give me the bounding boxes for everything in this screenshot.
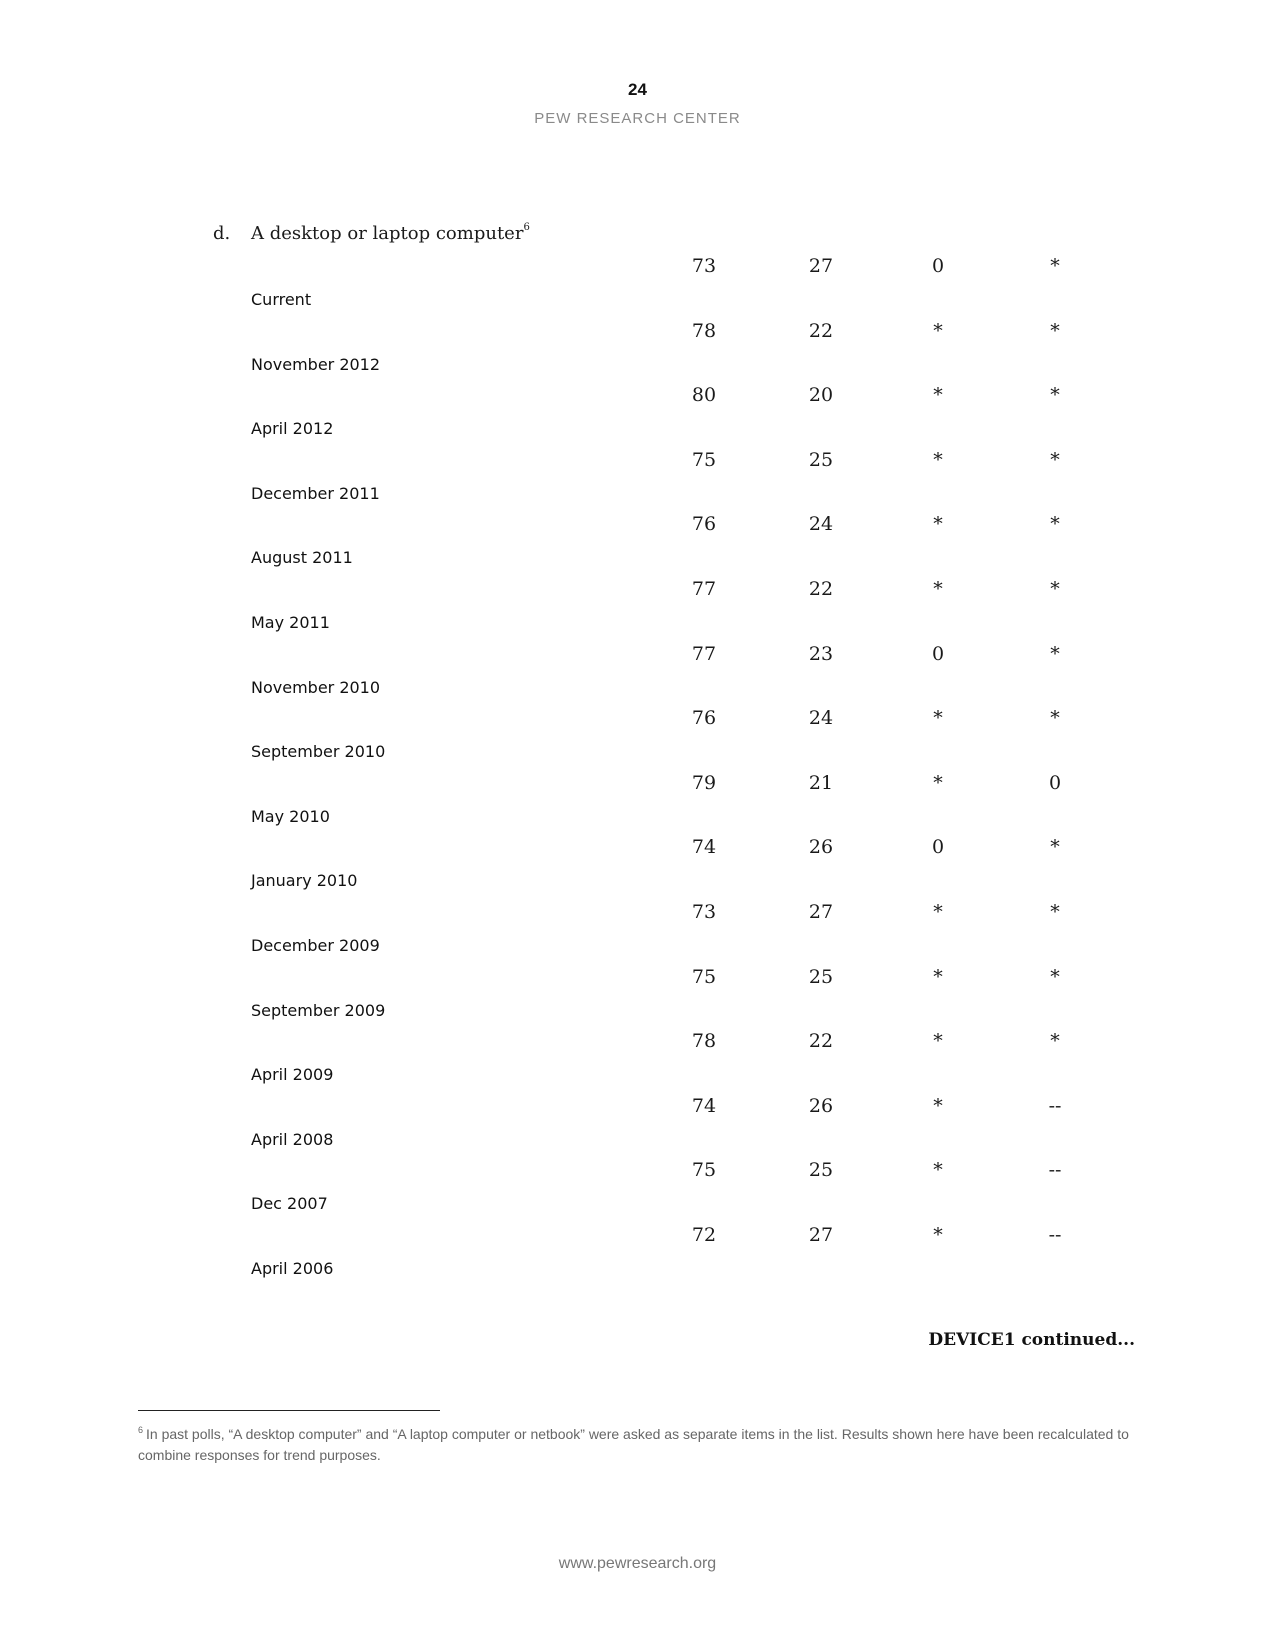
cell-value: 78 xyxy=(691,320,717,342)
question-heading xyxy=(213,222,530,244)
cell-value: * xyxy=(933,449,943,471)
row-label: December 2011 xyxy=(251,484,380,503)
row-label: November 2012 xyxy=(251,355,381,374)
cell-value: 21 xyxy=(808,772,834,794)
table-row xyxy=(0,578,1275,645)
row-label: Dec 2007 xyxy=(251,1194,328,1213)
table-row xyxy=(0,707,1275,774)
table-row xyxy=(0,449,1275,516)
table-row xyxy=(0,320,1275,387)
cell-value: 80 xyxy=(691,384,717,406)
cell-value: 24 xyxy=(808,707,834,729)
cell-value: * xyxy=(1050,901,1060,923)
cell-value: * xyxy=(933,1030,943,1052)
cell-value: * xyxy=(1050,1030,1060,1052)
row-label: April 2012 xyxy=(251,419,334,438)
cell-value: * xyxy=(933,1224,943,1246)
cell-value: * xyxy=(1050,707,1060,729)
cell-value: 27 xyxy=(808,901,834,923)
cell-value: 0 xyxy=(931,836,945,858)
footnote-text: In past polls, “A desktop computer” and “A laptop computer or netbook” were asked as separate items in the list. Results shown here have been recalculated to combine responses for trend purposes. xyxy=(138,1426,1129,1463)
cell-value: 74 xyxy=(691,836,717,858)
cell-value: * xyxy=(1050,836,1060,858)
table-row xyxy=(0,1224,1275,1291)
row-label: August 2011 xyxy=(251,548,353,567)
table-row xyxy=(0,255,1275,322)
footnote-reference: 6 xyxy=(523,222,530,233)
cell-value: 0 xyxy=(931,643,945,665)
cell-value: 78 xyxy=(691,1030,717,1052)
continued-note: DEVICE1 continued... xyxy=(928,1330,1135,1350)
table-row xyxy=(0,772,1275,839)
cell-value: * xyxy=(933,513,943,535)
cell-value: * xyxy=(933,707,943,729)
row-label: September 2010 xyxy=(251,742,386,761)
cell-value: 77 xyxy=(691,643,717,665)
cell-value: * xyxy=(933,772,943,794)
row-label: September 2009 xyxy=(251,1001,386,1020)
cell-value: 75 xyxy=(691,966,717,988)
cell-value: 22 xyxy=(808,578,834,600)
table-row xyxy=(0,901,1275,968)
cell-value: * xyxy=(1050,449,1060,471)
page-number: 24 xyxy=(628,80,647,99)
table-row xyxy=(0,836,1275,903)
cell-value: 25 xyxy=(808,966,834,988)
table-row xyxy=(0,1159,1275,1226)
cell-value: -- xyxy=(1048,1095,1062,1117)
cell-value: * xyxy=(933,1095,943,1117)
cell-value: 20 xyxy=(808,384,834,406)
cell-value: 75 xyxy=(691,1159,717,1181)
cell-value: 76 xyxy=(691,707,717,729)
cell-value: -- xyxy=(1048,1224,1062,1246)
row-label: May 2011 xyxy=(251,613,330,632)
cell-value: 23 xyxy=(808,643,834,665)
cell-value: 26 xyxy=(808,836,834,858)
table-row xyxy=(0,1095,1275,1162)
cell-value: 72 xyxy=(691,1224,717,1246)
cell-value: 27 xyxy=(808,255,834,277)
table-row xyxy=(0,643,1275,710)
cell-value: * xyxy=(1050,643,1060,665)
row-label: April 2006 xyxy=(251,1259,334,1278)
table-row xyxy=(0,966,1275,1033)
cell-value: 22 xyxy=(808,1030,834,1052)
table-row xyxy=(0,384,1275,451)
cell-value: 73 xyxy=(691,255,717,277)
cell-value: 75 xyxy=(691,449,717,471)
cell-value: 24 xyxy=(808,513,834,535)
cell-value: 25 xyxy=(808,1159,834,1181)
cell-value: * xyxy=(1050,513,1060,535)
cell-value: 26 xyxy=(808,1095,834,1117)
question-text: A desktop or laptop computer xyxy=(251,223,524,244)
cell-value: * xyxy=(933,384,943,406)
table-row xyxy=(0,513,1275,580)
cell-value: -- xyxy=(1048,1159,1062,1181)
cell-value: 0 xyxy=(1048,772,1062,794)
question-letter: d. xyxy=(213,223,231,244)
row-label: April 2008 xyxy=(251,1130,334,1149)
cell-value: * xyxy=(1050,578,1060,600)
cell-value: 77 xyxy=(691,578,717,600)
row-label: November 2010 xyxy=(251,678,381,697)
row-label: Current xyxy=(251,290,312,309)
cell-value: 22 xyxy=(808,320,834,342)
footnote xyxy=(138,1420,1138,1466)
cell-value: 74 xyxy=(691,1095,717,1117)
cell-value: 76 xyxy=(691,513,717,535)
table-row xyxy=(0,1030,1275,1097)
cell-value: * xyxy=(1050,255,1060,277)
footnote-divider xyxy=(138,1410,440,1411)
cell-value: * xyxy=(933,578,943,600)
cell-value: 79 xyxy=(691,772,717,794)
cell-value: * xyxy=(933,1159,943,1181)
cell-value: 73 xyxy=(691,901,717,923)
cell-value: * xyxy=(933,966,943,988)
cell-value: * xyxy=(1050,966,1060,988)
cell-value: 27 xyxy=(808,1224,834,1246)
cell-value: 0 xyxy=(931,255,945,277)
cell-value: * xyxy=(933,320,943,342)
footer-website: www.pewresearch.org xyxy=(558,1555,717,1572)
cell-value: * xyxy=(1050,384,1060,406)
footnote-number: 6 xyxy=(138,1425,144,1435)
row-label: April 2009 xyxy=(251,1065,334,1084)
row-label: December 2009 xyxy=(251,936,380,955)
cell-value: * xyxy=(933,901,943,923)
row-label: January 2010 xyxy=(251,871,358,890)
row-label: May 2010 xyxy=(251,807,330,826)
organization-name: PEW RESEARCH CENTER xyxy=(534,110,741,127)
cell-value: * xyxy=(1050,320,1060,342)
cell-value: 25 xyxy=(808,449,834,471)
